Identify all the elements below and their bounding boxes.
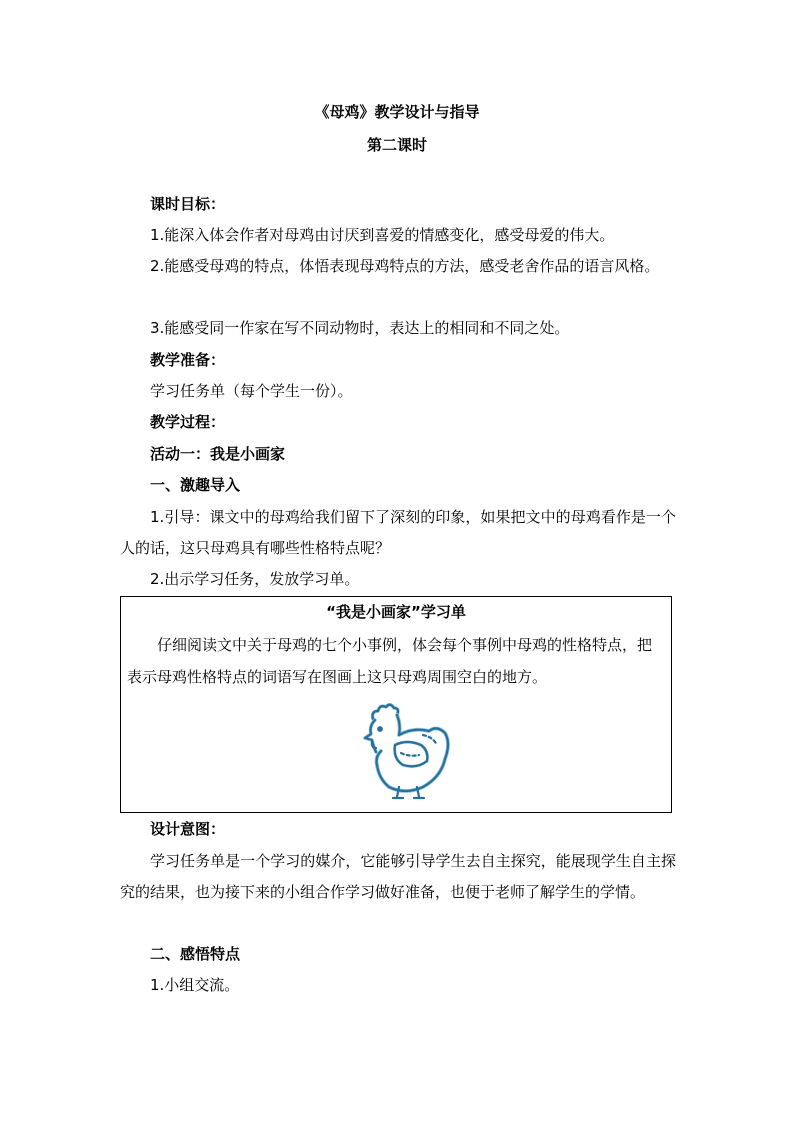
goal-1: 1.能深入体会作者对母鸡由讨厌到喜爱的情感变化，感受母爱的伟大。: [150, 226, 615, 244]
section-2-heading: 二、感悟特点: [150, 945, 241, 963]
step-1: 1.引导：课文中的母鸡给我们留下了深刻的印象，如果把文中的母鸡看作是一个人的话，这只母鸡具有哪些性格特点呢？: [120, 508, 676, 557]
goal-2: 2.能感受母鸡的特点，体悟表现母鸡特点的方法，感受老舍作品的语言风格。: [150, 257, 660, 275]
section-1-heading: 一、激趣导入: [150, 476, 241, 494]
intent-heading: 设计意图：: [150, 820, 226, 838]
step-3: 1.小组交流。: [150, 976, 240, 994]
task-sheet-box: [120, 596, 672, 813]
task-sheet-title: “我是小画家”学习单: [326, 603, 466, 621]
prep-heading: 教学准备：: [150, 351, 226, 369]
intent-text: 学习任务单是一个学习的媒介，它能够引导学生去自主探究，能展现学生自主探究的结果，也为接下来的小组合作学习做好准备，也便于老师了解学生的学情。: [120, 852, 676, 901]
document-title: 《母鸡》教学设计与指导: [314, 103, 480, 121]
goal-3: 3.能感受同一作家在写不同动物时，表达上的相同和不同之处。: [150, 319, 570, 337]
hen-illustration-icon: [359, 701, 459, 805]
step-2: 2.出示学习任务，发放学习单。: [150, 570, 360, 588]
process-heading: 教学过程：: [150, 413, 226, 431]
task-sheet-instructions: 仔细阅读文中关于母鸡的七个小事例，体会每个事例中母鸡的性格特点，把表示母鸡性格特点的词语写在图画上这只母鸡周围空白的地方。: [127, 636, 653, 686]
prep-text: 学习任务单（每个学生一份）。: [150, 382, 353, 400]
goals-heading: 课时目标：: [150, 195, 226, 213]
document-subtitle: 第二课时: [366, 136, 427, 154]
activity-1-heading: 活动一：我是小画家: [150, 445, 286, 463]
